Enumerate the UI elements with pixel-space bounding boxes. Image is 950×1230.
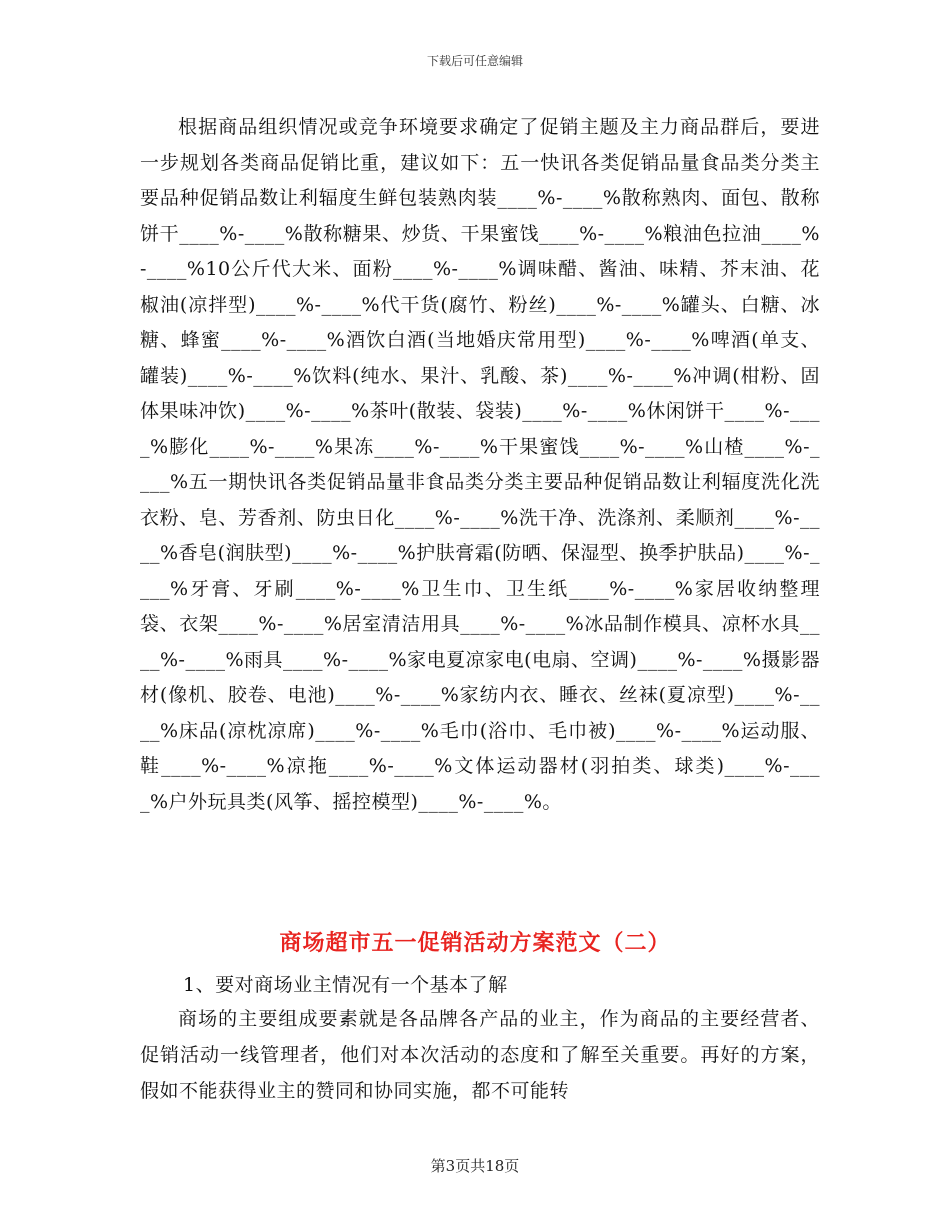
body-paragraph-tenants: 商场的主要组成要素就是各品牌各产品的业主，作为商品的主要经营者、促销活动一线管理者，他们对本次活动的态度和了解至关重要。再好的方案，假如不能获得业主的赞同和协同实施，都不可能转 [140,1008,820,1102]
section-title: 商场超市五一促销活动方案范文（二） [279,931,671,956]
body-paragraph-promotion-ratios: 根据商品组织情况或竞争环境要求确定了促销主题及主力商品群后，要进一步规划各类商品促销比重，建议如下：五一快讯各类促销品量食品类分类主要品种促销品数让利辐度生鲜包装熟肉装____%-____%散称熟肉、面包、散称饼干____%-____%散称糖果、炒货、干果蜜饯____%-____%粮油色拉油____%-____%10公斤代大米、面粉____%-____%调味醋、酱油、味精、芥末油、花椒油(凉拌型)____%-____%代干货(腐竹、粉丝)____%-____%罐头、白糖、冰糖、蜂蜜____%-____%酒饮白酒(当地婚庆常用型)____%-____%啤酒(单支、罐装)____%-____%饮料(纯水、果汁、乳酸、茶)____%-____%冲调(柑粉、固体果味冲饮)____%-____%茶叶(散装、袋装)____%-____%休闲饼干____%-____%膨化____%-____%果冻____%-____%干果蜜饯____%-____%山楂____%-____%五一期快讯各类促销品量非食品类分类主要品种促销品数让利辐度洗化洗衣粉、皂、芳香剂、防虫日化____%-____%洗干净、洗涤剂、柔顺剂____%-____%香皂(润肤型)____%-____%护肤膏霜(防晒、保湿型、换季护肤品)____%-____%牙膏、牙刷____%-____%卫生巾、卫生纸____%-____%家居收纳整理袋、衣架____%-____%居室清洁用具____%-____%冰品制作模具、凉杯水具____%-____%雨具____%-____%家电夏凉家电(电扇、空调)____%-____%摄影器材(像机、胶卷、电池)____%-____%家纺内衣、睡衣、丝袜(夏凉型)____%-____%床品(凉枕凉席)____%-____%毛巾(浴巾、毛巾被)____%-____%运动服、鞋____%-____%凉拖____%-____%文体运动器材(羽拍类、球类)____%-____%户外玩具类(风筝、摇控模型)____%-____%。 [140,116,820,813]
page-number: 第3页共18页 [430,1157,520,1175]
page-header-note: 下载后可任意编辑 [426,54,523,68]
subheading: 1、要对商场业主情况有一个基本了解 [183,974,508,996]
